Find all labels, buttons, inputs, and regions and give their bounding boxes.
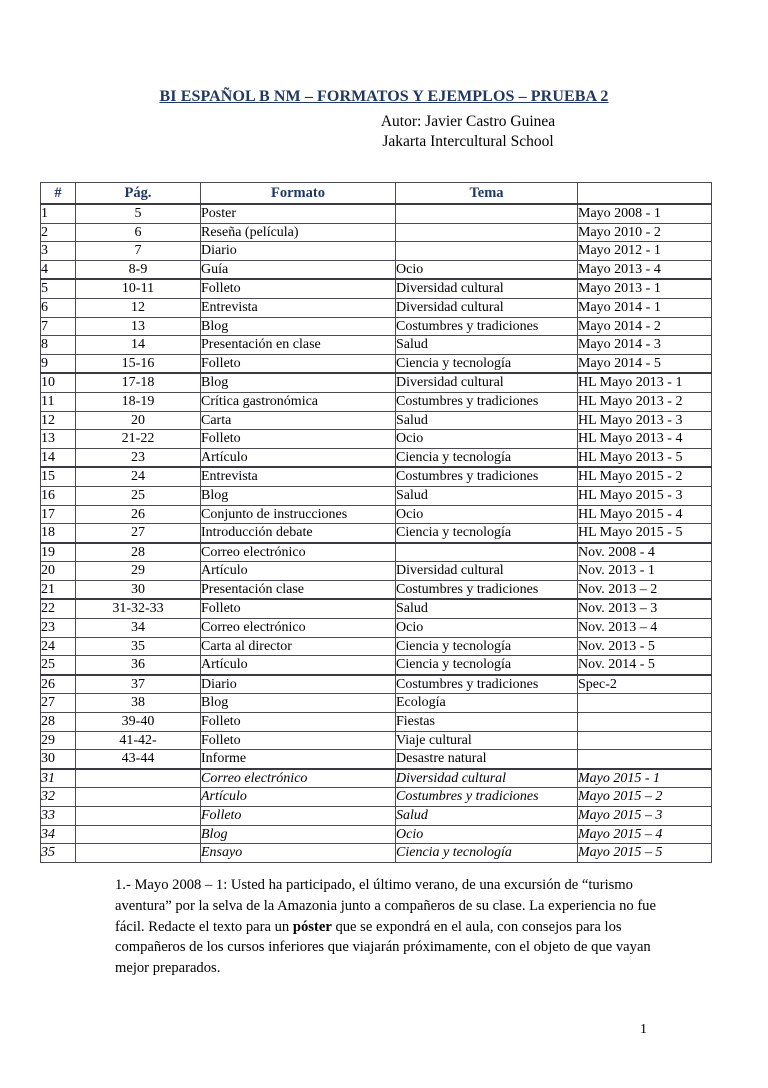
cell-formato: Correo electrónico [201,619,396,638]
cell-tema: Ciencia y tecnología [396,637,578,656]
cell-formato: Informe [201,750,396,769]
cell-num: 9 [41,354,76,373]
cell-pag: 27 [76,524,201,543]
cell-tema: Costumbres y tradiciones [396,580,578,599]
cell-pag: 13 [76,317,201,336]
cell-formato: Entrevista [201,467,396,486]
table-row [41,354,712,373]
cell-sesion [578,750,712,769]
cell-sesion: HL Mayo 2013 - 4 [578,430,712,449]
cell-num: 2 [41,223,76,242]
table-row [41,731,712,750]
header-sesion [578,183,712,205]
cell-num: 33 [41,807,76,826]
cell-pag: 39-40 [76,713,201,732]
cell-num: 11 [41,392,76,411]
cell-sesion: Nov. 2008 - 4 [578,543,712,562]
cell-num: 20 [41,562,76,581]
table-row [41,656,712,675]
cell-formato: Ensayo [201,844,396,863]
table-row [41,675,712,694]
cell-tema [396,242,578,261]
cell-sesion: Mayo 2014 - 1 [578,298,712,317]
cell-tema: Ocio [396,505,578,524]
cell-sesion [578,731,712,750]
table-row [41,411,712,430]
cell-formato: Entrevista [201,298,396,317]
table-row [41,769,712,788]
cell-formato: Crítica gastronómica [201,392,396,411]
page-title: BI ESPAÑOL B NM – FORMATOS Y EJEMPLOS – PRUEBA 2 [159,88,609,105]
table-row [41,430,712,449]
table-row [41,713,712,732]
cell-formato: Diario [201,242,396,261]
cell-tema: Ciencia y tecnología [396,656,578,675]
cell-pag [76,844,201,863]
table-row [41,448,712,467]
table-row [41,392,712,411]
cell-num: 25 [41,656,76,675]
header-formato: Formato [201,183,396,205]
cell-sesion: Nov. 2013 – 4 [578,619,712,638]
cell-num: 17 [41,505,76,524]
cell-formato: Poster [201,204,396,223]
cell-formato: Carta al director [201,637,396,656]
cell-pag: 20 [76,411,201,430]
cell-sesion: Mayo 2015 – 2 [578,788,712,807]
cell-num: 30 [41,750,76,769]
cell-sesion: Nov. 2014 - 5 [578,656,712,675]
cell-pag: 10-11 [76,279,201,298]
cell-formato: Blog [201,694,396,713]
table-row [41,505,712,524]
table-row [41,223,712,242]
table-row [41,599,712,618]
table-row [41,637,712,656]
cell-formato: Artículo [201,656,396,675]
table-row [41,619,712,638]
cell-tema: Diversidad cultural [396,298,578,317]
cell-pag: 37 [76,675,201,694]
cell-formato: Artículo [201,448,396,467]
table-row [41,750,712,769]
cell-num: 34 [41,825,76,844]
header-tema: Tema [396,183,578,205]
cell-tema: Ocio [396,260,578,279]
table-row [41,694,712,713]
cell-pag: 30 [76,580,201,599]
byline-block [348,112,588,152]
cell-tema: Ciencia y tecnología [396,844,578,863]
cell-tema: Diversidad cultural [396,373,578,392]
cell-tema: Salud [396,411,578,430]
cell-num: 15 [41,467,76,486]
cell-sesion: Nov. 2013 - 5 [578,637,712,656]
cell-formato: Blog [201,825,396,844]
cell-sesion: HL Mayo 2015 - 3 [578,486,712,505]
cell-pag: 35 [76,637,201,656]
cell-pag: 15-16 [76,354,201,373]
cell-tema: Costumbres y tradiciones [396,788,578,807]
cell-num: 32 [41,788,76,807]
cell-sesion: HL Mayo 2013 - 2 [578,392,712,411]
cell-sesion: HL Mayo 2015 - 5 [578,524,712,543]
task-text-suffix: que se expondrá en el aula, con consejos para los compañeros de los cursos inferiores que viajarán próximamente, con el objeto de que vayan mejor preparados. [115,918,651,977]
table-row [41,807,712,826]
cell-pag [76,825,201,844]
cell-pag: 34 [76,619,201,638]
cell-num: 18 [41,524,76,543]
cell-sesion: Mayo 2015 – 3 [578,807,712,826]
cell-sesion: Mayo 2013 - 1 [578,279,712,298]
cell-tema [396,223,578,242]
exam-index-table [40,182,712,863]
cell-num: 1 [41,204,76,223]
cell-tema: Costumbres y tradiciones [396,467,578,486]
table-row [41,204,712,223]
cell-sesion: Mayo 2012 - 1 [578,242,712,261]
cell-tema: Ocio [396,619,578,638]
cell-pag: 7 [76,242,201,261]
cell-tema: Diversidad cultural [396,279,578,298]
cell-formato: Diario [201,675,396,694]
cell-formato: Artículo [201,788,396,807]
cell-tema: Salud [396,486,578,505]
cell-sesion: Mayo 2014 - 2 [578,317,712,336]
cell-pag: 43-44 [76,750,201,769]
table-row [41,486,712,505]
cell-formato: Folleto [201,279,396,298]
cell-formato: Folleto [201,807,396,826]
table-row [41,562,712,581]
cell-sesion: Mayo 2014 - 3 [578,336,712,355]
table-row [41,336,712,355]
table-row [41,580,712,599]
cell-sesion: Mayo 2014 - 5 [578,354,712,373]
task-paragraph [115,875,660,979]
cell-num: 6 [41,298,76,317]
cell-sesion: Mayo 2015 – 5 [578,844,712,863]
cell-num: 5 [41,279,76,298]
cell-pag: 41-42- [76,731,201,750]
table-row [41,825,712,844]
table-row [41,467,712,486]
cell-pag: 28 [76,543,201,562]
cell-num: 26 [41,675,76,694]
cell-sesion: Mayo 2008 - 1 [578,204,712,223]
cell-num: 13 [41,430,76,449]
cell-pag: 36 [76,656,201,675]
cell-formato: Blog [201,317,396,336]
cell-formato: Guía [201,260,396,279]
cell-num: 3 [41,242,76,261]
cell-formato: Presentación en clase [201,336,396,355]
cell-num: 16 [41,486,76,505]
cell-sesion: Mayo 2015 – 4 [578,825,712,844]
cell-tema: Ciencia y tecnología [396,354,578,373]
cell-pag: 29 [76,562,201,581]
cell-tema: Salud [396,599,578,618]
cell-num: 10 [41,373,76,392]
cell-num: 12 [41,411,76,430]
cell-pag: 26 [76,505,201,524]
cell-sesion: Nov. 2013 – 2 [578,580,712,599]
cell-tema: Costumbres y tradiciones [396,392,578,411]
cell-pag [76,807,201,826]
cell-formato: Folleto [201,599,396,618]
cell-tema: Diversidad cultural [396,769,578,788]
cell-formato: Correo electrónico [201,543,396,562]
cell-pag [76,788,201,807]
cell-tema: Diversidad cultural [396,562,578,581]
page-number: 1 [640,1022,647,1037]
table-row [41,373,712,392]
cell-tema: Fiestas [396,713,578,732]
cell-formato: Conjunto de instrucciones [201,505,396,524]
cell-sesion: HL Mayo 2013 - 1 [578,373,712,392]
cell-pag: 18-19 [76,392,201,411]
cell-num: 22 [41,599,76,618]
cell-formato: Reseña (película) [201,223,396,242]
cell-num: 7 [41,317,76,336]
author-line: Autor: Javier Castro Guinea [380,113,556,130]
cell-tema: Ecología [396,694,578,713]
cell-tema: Viaje cultural [396,731,578,750]
cell-tema: Costumbres y tradiciones [396,675,578,694]
school-line: Jakarta Intercultural School [382,133,554,150]
header-pag: Pág. [76,183,201,205]
cell-pag: 23 [76,448,201,467]
task-text-prefix: 1.- Mayo 2008 – 1: Usted ha participado, el último verano, de una excursión de “turismo aventura” por la selva de la Amazonia junto a compañeros de su clase. La experiencia no fue fácil. Redacte el texto para un [115,877,656,935]
cell-sesion: Mayo 2015 - 1 [578,769,712,788]
cell-formato: Blog [201,373,396,392]
table-header-row [41,183,712,205]
cell-pag: 24 [76,467,201,486]
cell-pag: 25 [76,486,201,505]
cell-num: 4 [41,260,76,279]
cell-tema: Costumbres y tradiciones [396,317,578,336]
cell-formato: Blog [201,486,396,505]
cell-sesion: Nov. 2013 – 3 [578,599,712,618]
cell-pag: 5 [76,204,201,223]
cell-formato: Folleto [201,713,396,732]
cell-pag: 14 [76,336,201,355]
cell-num: 35 [41,844,76,863]
cell-sesion: HL Mayo 2013 - 5 [578,448,712,467]
cell-formato: Carta [201,411,396,430]
cell-num: 21 [41,580,76,599]
cell-num: 31 [41,769,76,788]
cell-tema: Ciencia y tecnología [396,524,578,543]
cell-formato: Folleto [201,731,396,750]
cell-tema: Salud [396,807,578,826]
cell-sesion [578,694,712,713]
cell-tema: Ciencia y tecnología [396,448,578,467]
cell-formato: Introducción debate [201,524,396,543]
table-row [41,524,712,543]
cell-pag: 6 [76,223,201,242]
cell-tema: Desastre natural [396,750,578,769]
cell-num: 14 [41,448,76,467]
cell-formato: Folleto [201,430,396,449]
table-row [41,298,712,317]
cell-sesion: HL Mayo 2015 - 2 [578,467,712,486]
cell-num: 24 [41,637,76,656]
table-row [41,844,712,863]
table-row [41,317,712,336]
cell-pag: 38 [76,694,201,713]
cell-sesion: Nov. 2013 - 1 [578,562,712,581]
cell-formato: Correo electrónico [201,769,396,788]
task-bold-word: póster [292,918,332,935]
cell-pag [76,769,201,788]
table-row [41,260,712,279]
cell-num: 19 [41,543,76,562]
cell-tema: Ocio [396,825,578,844]
cell-pag: 17-18 [76,373,201,392]
table-row [41,788,712,807]
cell-formato: Artículo [201,562,396,581]
cell-sesion: Mayo 2013 - 4 [578,260,712,279]
cell-pag: 8-9 [76,260,201,279]
cell-num: 8 [41,336,76,355]
cell-formato: Folleto [201,354,396,373]
cell-sesion: Spec-2 [578,675,712,694]
cell-pag: 12 [76,298,201,317]
cell-sesion: Mayo 2010 - 2 [578,223,712,242]
table-row [41,279,712,298]
table-row [41,543,712,562]
cell-tema: Salud [396,336,578,355]
cell-sesion: HL Mayo 2013 - 3 [578,411,712,430]
header-num: # [41,183,76,205]
cell-sesion: HL Mayo 2015 - 4 [578,505,712,524]
cell-sesion [578,713,712,732]
cell-pag: 21-22 [76,430,201,449]
exam-table-body [41,204,712,862]
cell-num: 28 [41,713,76,732]
cell-tema [396,204,578,223]
table-row [41,242,712,261]
cell-formato: Presentación clase [201,580,396,599]
cell-tema: Ocio [396,430,578,449]
cell-tema [396,543,578,562]
cell-num: 29 [41,731,76,750]
cell-num: 23 [41,619,76,638]
cell-pag: 31-32-33 [76,599,201,618]
cell-num: 27 [41,694,76,713]
